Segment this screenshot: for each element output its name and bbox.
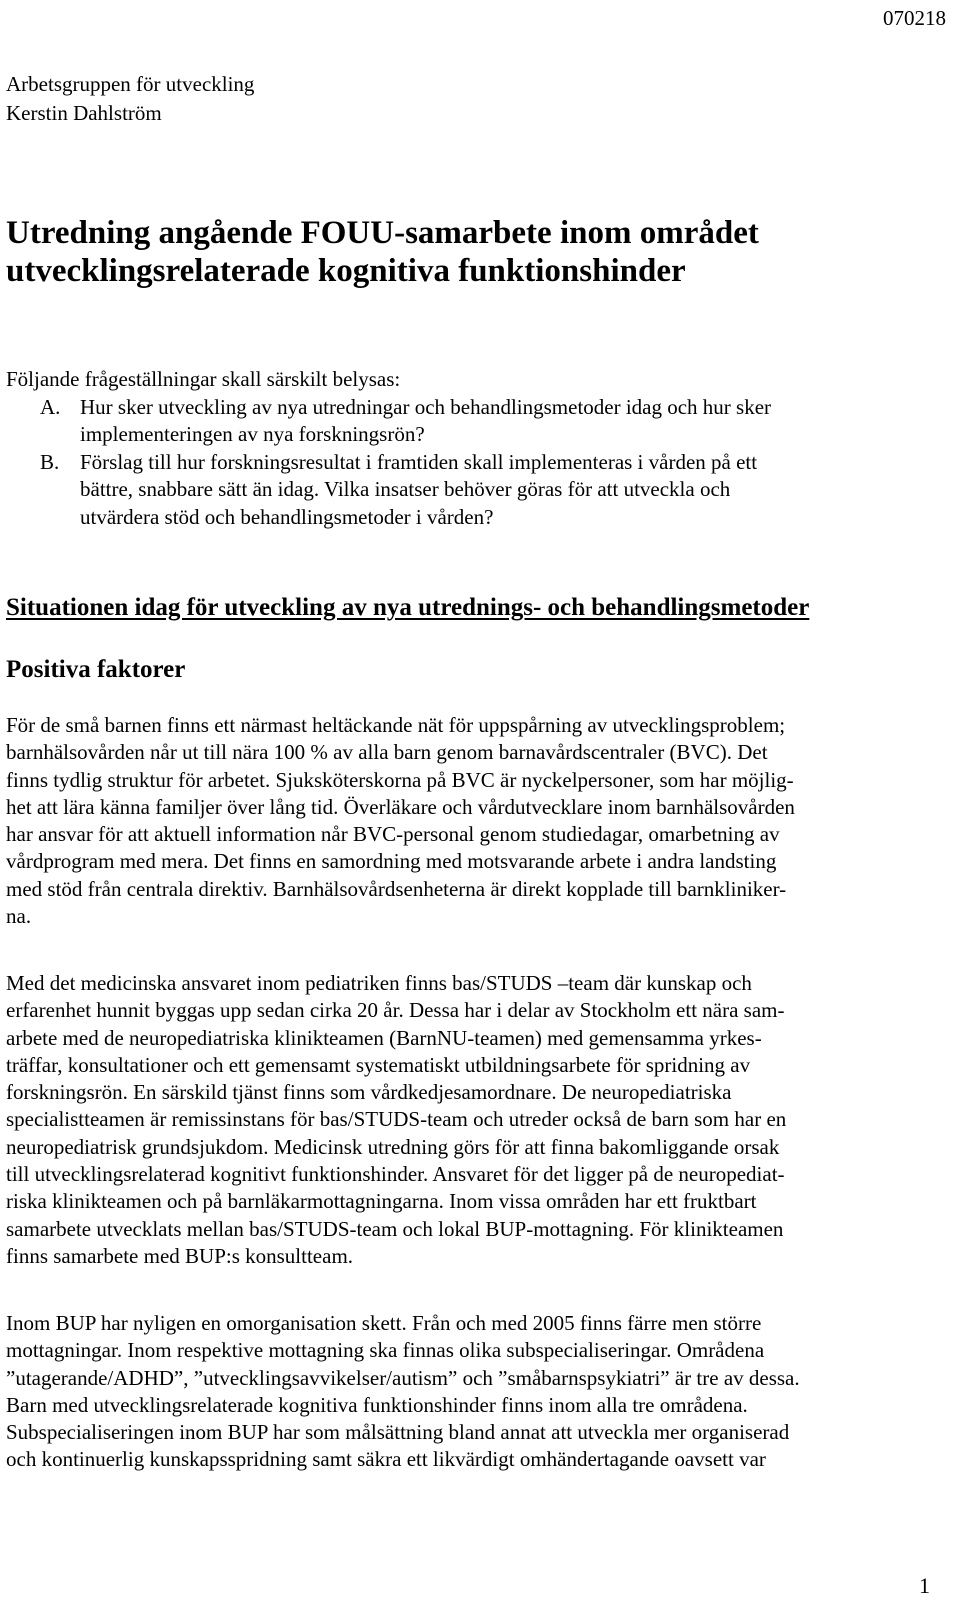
paragraph-line: Inom BUP har nyligen en omorganisation skett. Från och med 2005 finns färre men större [6,1311,762,1335]
question-letter: A. [40,394,61,419]
paragraph-line: neuropediatrisk grundsjukdom. Medicinsk utredning görs för att finna bakomliggande orsak [6,1134,780,1159]
question-item-a [6,394,926,449]
question-line: implementeringen av nya forskningsrön? [80,422,425,446]
paragraph-2 [6,970,926,1270]
paragraph-3 [6,1310,926,1474]
sender-block [6,70,254,128]
paragraph-line: För de små barnen finns ett närmast heltäckande nät för uppspårning av utvecklingsproblem; [6,713,786,737]
paragraph-line: med stöd från centrala direktiv. Barnhälsovårdsenheterna är direkt kopplade till barnkliniker- [6,876,787,901]
paragraph-line: har ansvar för att aktuell information når BVC-personal genom studiedagar, omarbetning av [6,822,780,847]
paragraph-line: mottagningar. Inom respektive mottagning ska finnas olika subspecialiseringar. Områdena [6,1338,765,1363]
paragraph-line: riska klinikteamen och på barnläkarmottagningarna. Inom vissa områden har ett fruktbart [6,1189,757,1214]
paragraph-line: forskningsrön. En särskild tjänst finns som vårdkedjesamordnare. De neuropediatriska [6,1080,732,1105]
paragraph-line: Med det medicinska ansvaret inom pediatriken finns bas/STUDS –team där kunskap och [6,971,752,995]
paragraph-line: erfarenhet hunnit byggas upp sedan cirka 20 år. Dessa har i delar av Stockholm ett nära sam- [6,998,785,1023]
question-line: bättre, snabbare sätt än idag. Vilka insatser behöver göras för att utveckla och [80,477,731,501]
document-date: 070218 [883,6,946,30]
title-line-2: utvecklingsrelaterade kognitiva funktionshinder [6,253,686,289]
paragraph-line: barnhälsovården når ut till nära 100 % av alla barn genom barnavårdscentraler (BVC). Det [6,740,768,765]
sub-heading: Positiva faktorer [6,656,186,683]
paragraph-line: träffar, konsultationer och ett gemensamt systematiskt utbildningsarbete för spridning av [6,1052,751,1077]
paragraph-1 [6,712,926,930]
question-item-b [6,449,926,532]
title-line-1: Utredning angående FOUU-samarbete inom området [6,215,759,251]
question-line: utvärdera stöd och behandlingsmetoder i vården? [80,504,494,529]
page-number: 1 [919,1573,930,1598]
paragraph-line: vårdprogram med mera. Det finns en samordning med motsvarande arbete i andra landsting [6,849,777,874]
paragraph-line: och kontinuerlig kunskapsspridning samt säkra ett likvärdigt omhändertagande oavsett var [6,1447,766,1472]
paragraph-line: finns samarbete med BUP:s konsultteam. [6,1243,354,1268]
section-heading: Situationen idag för utveckling av nya utrednings- och behandlingsmetoder [6,594,810,621]
paragraph-line: finns tydlig struktur för arbetet. Sjuksköterskorna på BVC är nyckelpersoner, som har möjlig- [6,767,794,792]
paragraph-line: arbete med de neuropediatriska klinikteamen (BarnNU-teamen) med gemensamma yrkes- [6,1025,762,1050]
sender-name: Kerstin Dahlström [6,101,162,125]
paragraph-line: Subspecialiseringen inom BUP har som målsättning bland annat att utveckla mer organiserad [6,1420,790,1445]
paragraph-line: het att lära känna familjer över lång tid. Överläkare och vårdutvecklare inom barnhälsovården [6,794,795,819]
paragraph-line: till utvecklingsrelaterad kognitivt funktionshinder. Ansvaret för det ligger på de neuropediat- [6,1162,785,1187]
paragraph-line: specialistteamen är remissinstans för bas/STUDS-team och utreder också de barn som har en [6,1107,787,1132]
paragraph-line: Barn med utvecklingsrelaterade kognitiva funktionshinder finns inom alla tre områdena. [6,1392,748,1417]
intro-lead: Följande frågeställningar skall särskilt belysas: [6,367,401,391]
question-list [6,394,926,532]
document-title [6,214,936,290]
question-line: Förslag till hur forskningsresultat i framtiden skall implementeras i vården på ett [80,449,758,474]
paragraph-line: ”utagerande/ADHD”, ”utvecklingsavvikelser/autism” och ”småbarnspsykiatri” är tre av dessa. [6,1365,800,1390]
question-letter: B. [40,449,60,474]
question-line: Hur sker utveckling av nya utredningar och behandlingsmetoder idag och hur sker [80,394,772,419]
sender-group: Arbetsgruppen för utveckling [6,72,255,96]
paragraph-line: na. [6,904,32,929]
intro-block [6,366,926,531]
paragraph-line: samarbete utvecklats mellan bas/STUDS-team och lokal BUP-mottagning. För klinikteamen [6,1216,784,1241]
